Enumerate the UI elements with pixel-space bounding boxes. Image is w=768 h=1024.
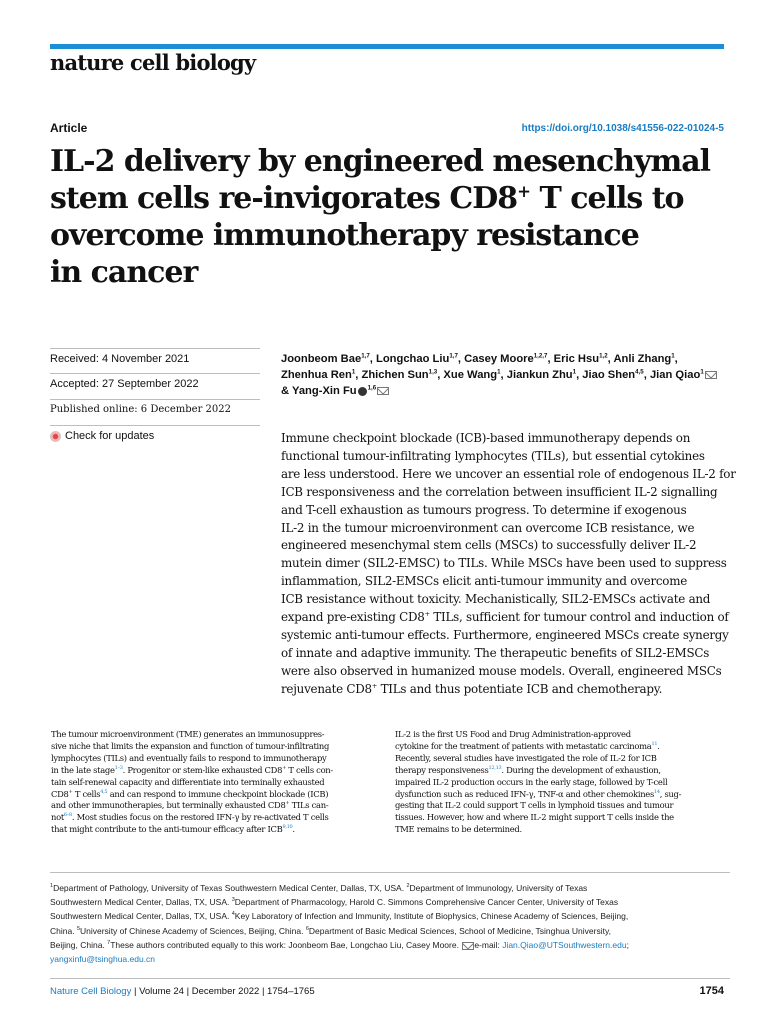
email-link-fu[interactable]: yangxinfu@tsinghua.edu.cn — [50, 954, 156, 965]
superscript: + — [285, 800, 290, 807]
published-date: Published online: 6 December 2022 — [50, 399, 260, 415]
text-segment: rejuvenate CD8 — [281, 681, 372, 696]
author-name[interactable]: Eric Hsu — [553, 353, 600, 365]
text-line — [281, 609, 729, 627]
superscript: + — [282, 764, 286, 771]
author-name[interactable]: Anli Zhang — [613, 353, 672, 365]
journal-name: nature cell biology — [50, 50, 256, 75]
author-name[interactable]: Zhenhua Ren — [281, 369, 352, 381]
author-separator: , — [547, 353, 554, 365]
author-affiliation: 1 — [572, 368, 577, 376]
text-line: IL-2 in the tumour microenvironment can overcome ICB resistance, we — [281, 520, 695, 535]
email-link-qiao[interactable]: Jian.Qiao@UTSouthwestern.edu — [502, 939, 627, 950]
abstract — [281, 430, 736, 699]
text-segment: TILs can- — [289, 800, 329, 811]
text-segment: T cells con- — [286, 764, 333, 775]
accepted-date: Accepted: 27 September 2022 — [50, 373, 260, 390]
text-segment: . — [292, 824, 295, 835]
text-segment: . During the development of exhaustion, — [501, 764, 661, 775]
text-segment: and can respond to immune checkpoint blockade (ICB) — [107, 788, 329, 799]
email-icon[interactable] — [377, 387, 389, 395]
text-line: and T-cell exhaustion as tumours progress. To determine if exogenous — [281, 502, 687, 517]
article-title — [50, 143, 730, 291]
received-date: Received: 4 November 2021 — [50, 348, 260, 365]
text-line: sive niche that limits the expansion and function of tumour-infiltrating — [51, 740, 330, 751]
text-line: gesting that IL-2 could support T cells in lymphoid tissues and tumour — [395, 800, 674, 811]
footnote-line: China. $^5$University of Chinese Academy of Sciences, Beijing, China. $^6$Department of Basic Medical Sciences, School of Medicine, Tsinghua University, — [50, 925, 611, 936]
citation-ref[interactable]: 9,10 — [282, 824, 293, 831]
citation-details: | Volume 24 | December 2022 | 1754–1765 — [131, 986, 315, 997]
author-separator: , — [643, 369, 650, 381]
citation-ref[interactable]: 11 — [651, 741, 658, 748]
citation-line — [50, 986, 315, 997]
text-line — [51, 765, 391, 777]
author-name[interactable]: Joonbeom Bae — [281, 353, 362, 365]
author-name[interactable]: Jiao Shen — [582, 369, 636, 381]
citation-ref[interactable]: 14 — [653, 788, 660, 795]
author-affiliation: 1,3 — [428, 368, 438, 376]
citation-ref[interactable]: 6–8 — [63, 812, 72, 819]
author-affiliation: 1,7 — [449, 352, 458, 360]
author-affiliation: 1 — [351, 368, 356, 376]
text-line — [51, 800, 391, 812]
body-column-2 — [395, 729, 730, 836]
footnote-rule — [50, 872, 730, 873]
affiliations-footnotes — [50, 881, 730, 966]
author-list — [281, 351, 731, 399]
journal-header-rule — [50, 44, 724, 49]
author-affiliation: 1 — [671, 352, 675, 360]
author-name[interactable]: & Yang-Xin Fu — [281, 385, 357, 397]
email-icon — [462, 942, 474, 950]
footnote-line: $^1$Department of Pathology, University of Texas Southwestern Medical Center, Dallas, TX, USA. $^2$Department of Immunology, University of Texas — [50, 883, 588, 893]
text-line — [395, 765, 730, 777]
text-line — [51, 812, 391, 824]
check-updates-label: Check for updates — [65, 430, 155, 442]
text-line: are less understood. Here we uncover an essential role of endogenous IL-2 for — [281, 466, 736, 481]
citation-ref[interactable]: 4,5 — [100, 788, 108, 795]
text-segment: not — [51, 812, 64, 823]
text-line: tain self-renewal capacity and differentiate into terminally exhausted — [51, 776, 325, 787]
text-segment: expand pre-existing CD8 — [281, 610, 425, 625]
text-segment: dysfunction such as reduced IFN-γ, TNF-α and other chemokines — [395, 788, 654, 799]
author-affiliation: 1,6 — [367, 384, 377, 392]
superscript: + — [371, 681, 378, 690]
orcid-icon[interactable] — [358, 387, 367, 396]
citation-journal: Nature Cell Biology — [50, 986, 132, 997]
title-superscript: + — [517, 182, 530, 201]
author-affiliation: 1,7 — [361, 352, 370, 360]
text-line: functional tumour-infiltrating lymphocytes (TILs), but essential cytokines — [281, 448, 705, 463]
text-segment: T cells — [72, 788, 101, 799]
author-separator: , — [607, 353, 614, 365]
text-segment: in the late stage — [51, 764, 115, 775]
text-line: IL-2 is the first US Food and Drug Administration-approved — [395, 729, 631, 739]
author-affiliation: 4,5 — [635, 368, 644, 376]
author-separator: , — [369, 353, 376, 365]
text-segment: that might contribute to the anti-tumour efficacy after ICB — [51, 824, 283, 835]
author-affiliation: 1 — [700, 368, 704, 376]
text-line — [51, 789, 391, 801]
text-segment: TILs, sufficient for tumour control and induction of — [429, 610, 729, 625]
author-name[interactable]: Longchao Liu — [375, 353, 450, 365]
text-line: were also observed in humanized mouse models. Overall, engineered MSCs — [281, 663, 722, 678]
page-number: 1754 — [699, 985, 724, 997]
text-segment: CD8 — [51, 788, 69, 799]
text-segment: . Progenitor or stem-like exhausted CD8 — [122, 764, 283, 775]
text-line: of innate and adaptive immunity. The therapeutic benefits of SIL2-EMSCs — [281, 645, 710, 660]
text-line: inflammation, SIL2-EMSCs elicit anti-tumour immunity and overcome — [281, 574, 688, 589]
text-line: ICB responsiveness and the correlation between insufficient IL-2 signalling — [281, 484, 718, 499]
text-line: mutein dimer (SIL2-EMSC) to TILs. While MSCs have been used to suppress — [281, 556, 727, 571]
text-line — [395, 741, 730, 753]
check-updates-icon — [50, 431, 61, 442]
author-name[interactable]: Casey Moore — [464, 353, 534, 365]
article-type-label: Article — [50, 121, 88, 135]
author-separator: , — [674, 353, 678, 365]
title-line-4: in cancer — [50, 255, 198, 290]
footnote-line: Southwestern Medical Center, Dallas, TX, USA. $^3$Department of Pharmacology, Harold C. Simmons Comprehensive Cancer Center, University of Texas — [50, 897, 619, 908]
title-line-3: overcome immunotherapy resistance — [50, 218, 639, 253]
title-line-1: IL-2 delivery by engineered mesenchymal — [50, 144, 711, 179]
text-segment: therapy responsiveness — [395, 764, 489, 775]
author-separator: , — [500, 369, 507, 381]
author-name[interactable]: Jiankun Zhu — [506, 369, 573, 381]
footnote-line — [50, 952, 730, 966]
text-line: Immune checkpoint blockade (ICB)-based immunotherapy depends on — [281, 431, 691, 445]
author-separator: , — [437, 369, 444, 381]
check-for-updates-button[interactable] — [50, 425, 260, 442]
author-name[interactable]: Jian Qiao — [649, 369, 701, 381]
doi-link[interactable]: https://doi.org/10.1038/s41556-022-01024-5 — [521, 123, 724, 134]
author-affiliation: 1,2 — [599, 352, 608, 360]
title-line-2a: stem cells re-invigorates CD8 — [50, 181, 518, 216]
text-line: ICB resistance without toxicity. Mechanistically, SIL2-EMSCs activate and — [281, 592, 711, 607]
text-line: lymphocytes (TILs) and eventually fails to respond to immunotherapy — [51, 752, 327, 763]
superscript: + — [68, 788, 73, 795]
author-name[interactable]: Zhichen Sun — [361, 369, 429, 381]
text-segment: TILs and thus potentiate ICB and chemotherapy. — [377, 681, 663, 696]
author-separator: , — [355, 369, 362, 381]
author-separator: , — [457, 353, 465, 365]
author-affiliation: 1,2,7 — [533, 352, 548, 360]
superscript: + — [424, 610, 430, 619]
text-line: tissues. However, how and where IL-2 might support T cells inside the — [395, 812, 674, 823]
text-segment: . Most studies focus on the restored IFN-γ by re-activated T cells — [71, 812, 329, 823]
author-affiliation: 1 — [497, 368, 501, 376]
body-column-1 — [51, 729, 391, 836]
text-line — [395, 789, 730, 801]
email-icon[interactable] — [705, 371, 717, 379]
citation-ref[interactable]: 12,13 — [488, 764, 502, 771]
text-line: engineered mesenchymal stem cells (MSCs) to successfully deliver IL-2 — [281, 538, 697, 553]
text-line: Recently, several studies have investigated the role of IL-2 for ICB — [395, 752, 657, 763]
text-segment: , sug- — [659, 788, 682, 799]
title-line-2b: T cells to — [530, 181, 684, 216]
text-line: systemic anti-tumour effects. Furthermore, engineered MSCs create synergy — [281, 627, 729, 642]
footnote-line: Beijing, China. $^7$These authors contributed equally to this work: Joonbeom Bae, Longchao Liu, Casey Moore. e-mail: Jian.Qiao@UTSouthwestern.edu; — [50, 939, 629, 950]
text-line: impaired IL-2 production occurs in the early stage, followed by T-cell — [395, 776, 668, 787]
text-line: TME remains to be determined. — [395, 824, 522, 835]
author-separator: , — [576, 369, 583, 381]
text-line — [281, 681, 729, 699]
citation-ref[interactable]: 1–3 — [114, 764, 123, 771]
author-name[interactable]: Xue Wang — [443, 369, 498, 381]
footnote-line: Southwestern Medical Center, Dallas, TX, USA. $^4$Key Laboratory of Infection and Immunity, Institute of Biophysics, Chinese Academy of Sciences, Beijing, — [50, 911, 629, 922]
footer-rule — [50, 978, 730, 979]
text-line: The tumour microenvironment (TME) generates an immunosuppres- — [51, 729, 325, 739]
text-segment: . — [657, 740, 660, 751]
text-line — [51, 824, 391, 836]
title-line-2 — [50, 180, 730, 217]
text-segment: and other immunotherapies, but terminally exhausted CD8 — [51, 800, 286, 811]
text-segment: cytokine for the treatment of patients with metastatic carcinoma — [395, 740, 652, 751]
